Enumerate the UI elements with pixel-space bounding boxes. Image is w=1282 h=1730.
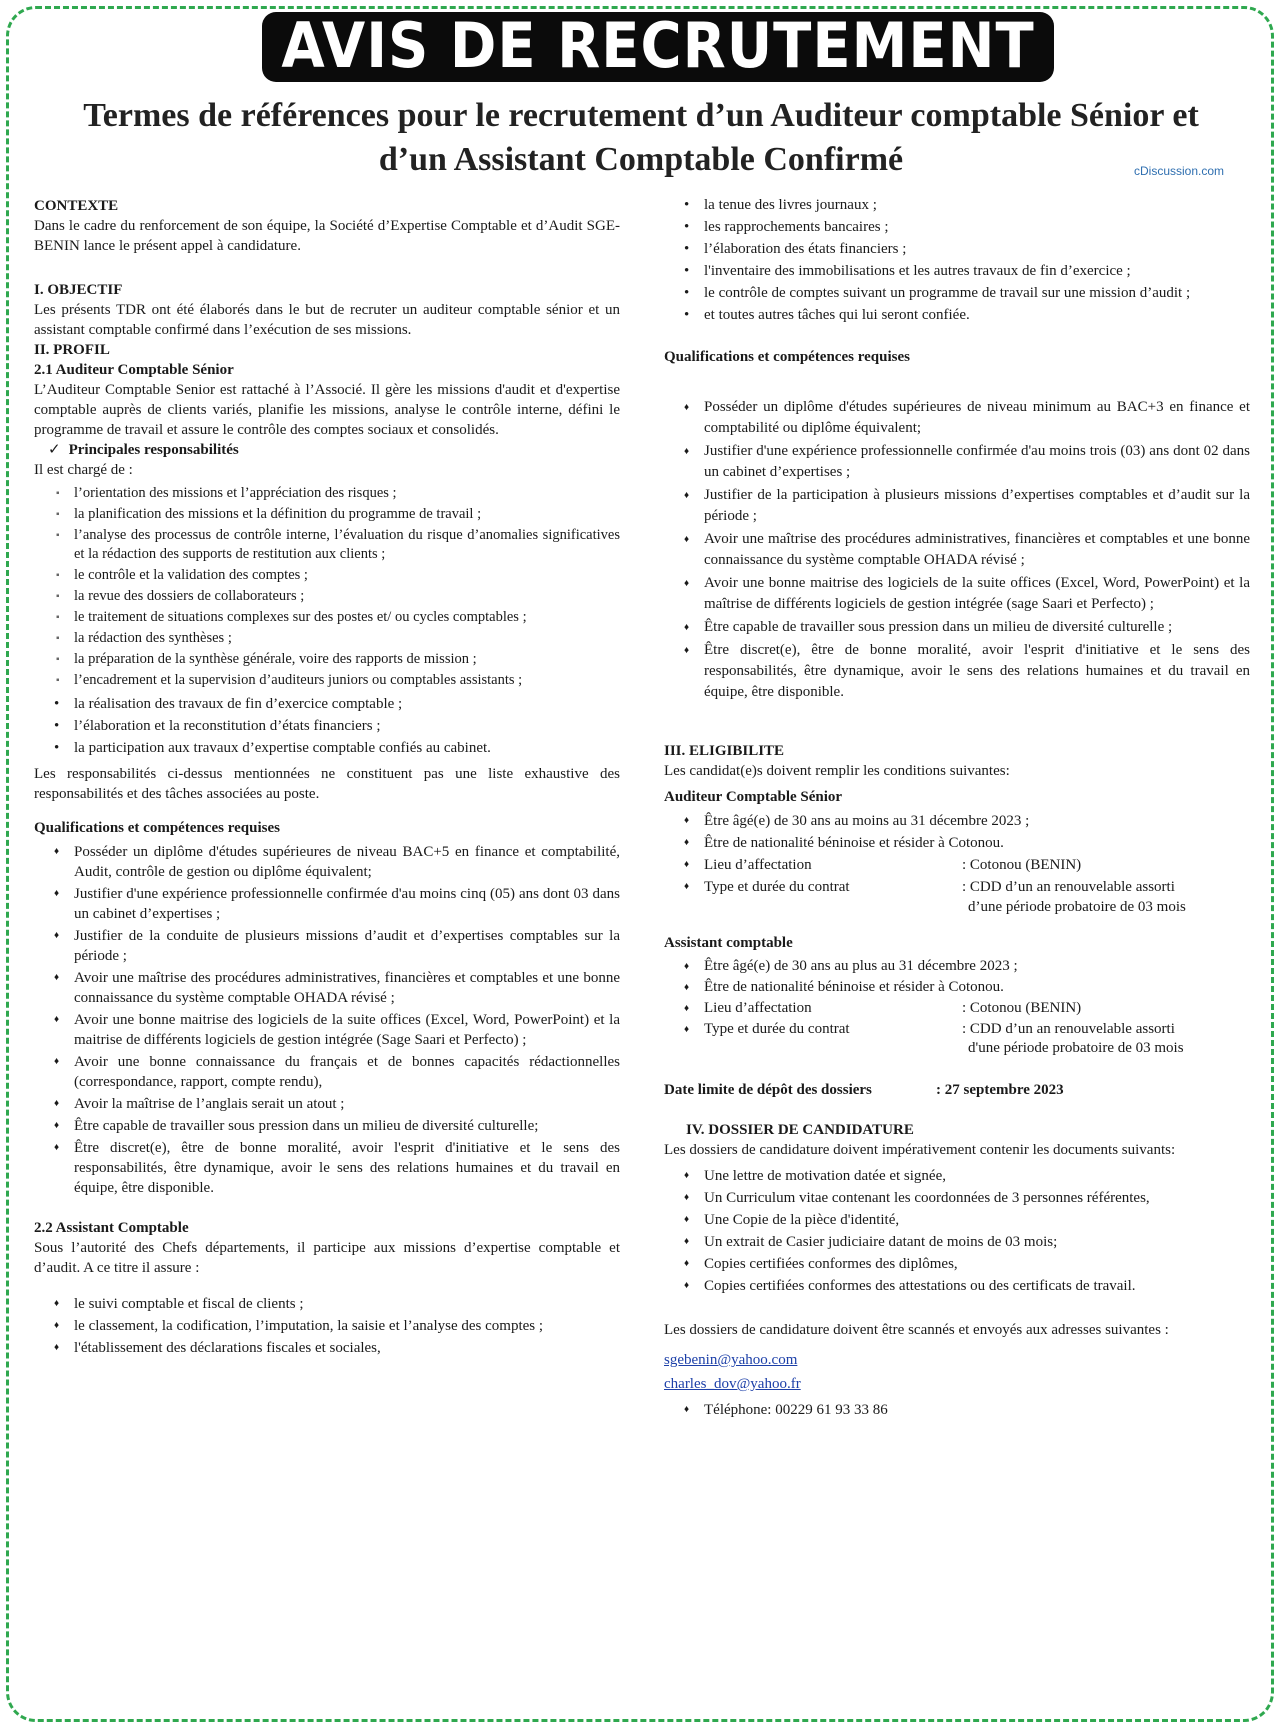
list-item: ♦ Être de nationalité béninoise et résider à Cotonou. <box>664 978 1250 997</box>
qualifications-heading-2: Qualifications et compétences requises <box>664 349 910 365</box>
list-item: • et toutes autres tâches qui lui seront confiée. <box>664 305 1250 325</box>
list-item: • l’élaboration des états financiers ; <box>664 239 1250 259</box>
assistant-text: Sous l’autorité des Chefs départements, il participe aux missions d’expertise comptable et d’audit. A ce titre il assure : <box>34 1240 620 1276</box>
assistant-list-cont <box>664 195 1250 325</box>
list-item: ▪ l’analyse des processus de contrôle interne, l’évaluation du risque d’anomalies significatives et la rédaction des supports de restitution aux clients ; <box>34 526 620 564</box>
list-item: ♦ Posséder un diplôme d'études supérieures de niveau BAC+5 en finance et comptabilité, Audit, contrôle de gestion ou diplôme équivalent; <box>34 842 620 882</box>
assistant-conditions <box>664 957 1250 1058</box>
list-item: ♦ Type et durée du contrat : CDD d’un an renouvelable assorti d’une période probatoire de 03 mois <box>664 877 1250 917</box>
list-item: ▪ l’encadrement et la supervision d’auditeurs juniors ou comptables assistants ; <box>34 671 620 690</box>
list-item: ♦ Avoir une maîtrise des procédures administratives, financières et comptables et une bonne connaissance du système comptable OHADA révisé ; <box>34 968 620 1008</box>
responsabilites-label: Principales responsabilités <box>68 442 239 458</box>
list-item: • l’élaboration et la reconstitution d’états financiers ; <box>34 716 620 736</box>
eligibilite-heading: III. ELIGIBILITE <box>664 743 785 759</box>
title-line-1: Termes de références pour le recrutement d’un Auditeur comptable Sénior et <box>83 97 1199 134</box>
banner <box>262 12 1054 82</box>
list-item: ♦ Justifier de la participation à plusieurs missions d’expertises comptables et d’audit sur la période ; <box>664 485 1250 527</box>
dossier-list <box>664 1166 1250 1296</box>
list-item: ♦ Avoir une bonne maitrise des logiciels de la suite offices (Excel, Word, PowerPoint) et la maitrise de différents logiciels de gestion intégrée (Sage Saari et Perfecto) ; <box>34 1010 620 1050</box>
charge-text: Il est chargé de : <box>34 462 133 478</box>
list-item: ▪ la rédaction des synthèses ; <box>34 629 620 648</box>
list-item: ▪ l’orientation des missions et l’appréciation des risques ; <box>34 484 620 503</box>
page-title <box>40 94 1242 182</box>
list-item: ♦ Type et durée du contrat : CDD d’un an renouvelable assorti d'une période probatoire de 03 mois <box>664 1020 1250 1058</box>
list-item: ♦ Posséder un diplôme d'études supérieures de niveau minimum au BAC+3 en finance et comptabilité ou diplôme équivalent; <box>664 397 1250 439</box>
list-item: ♦ le classement, la codification, l’imputation, la saisie et l’analyse des comptes ; <box>34 1316 620 1336</box>
resp-list <box>34 484 620 690</box>
contexte-text: Dans le cadre du renforcement de son équipe, la Société d’Expertise Comptable et d’Audit SGE-BENIN lance le présent appel à candidature. <box>34 218 620 254</box>
list-item: • la tenue des livres journaux ; <box>664 195 1250 215</box>
list-item: • la participation aux travaux d’expertise comptable confiés au cabinet. <box>34 738 620 758</box>
left-column <box>34 196 620 1362</box>
dossier-text: Les dossiers de candidature doivent impérativement contenir les documents suivants: <box>664 1142 1176 1158</box>
list-item: ▪ la planification des missions et la définition du programme de travail ; <box>34 505 620 524</box>
list-item: ♦ Être discret(e), être de bonne moralité, avoir l'esprit d'initiative et le sens des responsabilités, être dynamique, avoir le sens des relations humaines et du travail en équipe, être disponible. <box>664 640 1250 703</box>
qual-list-2 <box>664 397 1250 703</box>
list-item: ▪ la revue des dossiers de collaborateurs ; <box>34 587 620 606</box>
responsabilites-heading <box>34 440 620 460</box>
list-item: ♦ Être âgé(e) de 30 ans au moins au 31 décembre 2023 ; <box>664 811 1250 831</box>
list-item: ♦ Lieu d’affectation : Cotonou (BENIN) <box>664 855 1250 875</box>
list-item: ▪ le contrôle et la validation des comptes ; <box>34 566 620 585</box>
assistant-list <box>34 1294 620 1358</box>
auditeur-text: L’Auditeur Comptable Senior est rattaché à l’Associé. Il gère les missions d'audit et d'expertise comptable auprès de clients variés, planifie les missions, analyse le contrôle interne, défini le programme de travail et assure le contrôle des comptes sociaux et consolidés. <box>34 382 620 438</box>
list-item: ♦ Un Curriculum vitae contenant les coordonnées de 3 personnes référentes, <box>664 1188 1250 1208</box>
assistant-heading: 2.2 Assistant Comptable <box>34 1220 189 1236</box>
list-item: ♦ Être de nationalité béninoise et résider à Cotonou. <box>664 833 1250 853</box>
date-limite: Date limite de dépôt des dossiers : 27 septembre 2023 <box>664 1082 1064 1098</box>
auditeur-conditions <box>664 811 1250 917</box>
list-item: ♦ Être âgé(e) de 30 ans au plus au 31 décembre 2023 ; <box>664 957 1250 976</box>
list-item: ♦ Une lettre de motivation datée et signée, <box>664 1166 1250 1186</box>
email-link-2[interactable]: charles_dov@yahoo.fr <box>664 1376 801 1392</box>
banner-text: AVIS DE RECRUTEMENT <box>281 10 1035 83</box>
list-item: ♦ Avoir la maîtrise de l’anglais serait un atout ; <box>34 1094 620 1114</box>
contexte-heading: CONTEXTE <box>34 198 119 214</box>
list-item: ♦ Lieu d’affectation : Cotonou (BENIN) <box>664 999 1250 1018</box>
auditeur-eligibility-heading: Auditeur Comptable Sénior <box>664 789 843 805</box>
list-item: ♦ Être discret(e), être de bonne moralité, avoir l'esprit d'initiative et le sens des responsabilités, être dynamique, avoir le sens des relations humaines et du travail en équipe, être disponible. <box>34 1138 620 1198</box>
dossier-heading: IV. DOSSIER DE CANDIDATURE <box>686 1122 914 1138</box>
assistant-eligibility-heading: Assistant comptable <box>664 935 793 951</box>
qual-list <box>34 842 620 1198</box>
auditeur-heading: 2.1 Auditeur Comptable Sénior <box>34 362 234 378</box>
right-column <box>664 195 1250 1424</box>
objectif-text: Les présents TDR ont été élaborés dans le but de recruter un auditeur comptable sénior et un assistant comptable confirmé dans l’exécution de ses missions. <box>34 302 620 338</box>
list-item: • les rapprochements bancaires ; <box>664 217 1250 237</box>
check-icon: ✓ <box>48 442 61 458</box>
list-item: ♦ Avoir une bonne maitrise des logiciels de la suite offices (Excel, Word, PowerPoint) et la maîtrise de différents logiciels de gestion intégrée (sage Saari et Perfecto) ; <box>664 573 1250 615</box>
list-item: ♦ Une Copie de la pièce d'identité, <box>664 1210 1250 1230</box>
list-item: ♦ Justifier d'une expérience professionnelle confirmée d'au moins cinq (05) ans dont 03 dans un cabinet d’expertises ; <box>34 884 620 924</box>
list-item: ♦ Un extrait de Casier judiciaire datant de moins de 03 mois; <box>664 1232 1250 1252</box>
watermark: cDiscussion.com <box>1134 164 1225 178</box>
profil-heading: II. PROFIL <box>34 342 110 358</box>
list-item: ♦ le suivi comptable et fiscal de clients ; <box>34 1294 620 1314</box>
phone-list <box>664 1400 1250 1420</box>
list-item: ♦ Être capable de travailler sous pression dans un milieu de diversité culturelle ; <box>664 617 1250 638</box>
resp-note: Les responsabilités ci-dessus mentionnées ne constituent pas une liste exhaustive des responsabilités et des tâches associées au poste. <box>34 766 620 802</box>
list-item: ♦ Avoir une maîtrise des procédures administratives, financières et comptables et une bonne connaissance du système comptable OHADA révisé ; <box>664 529 1250 571</box>
title-line-2: d’un Assistant Comptable Confirmé <box>378 141 904 178</box>
qualifications-heading: Qualifications et compétences requises <box>34 820 280 836</box>
objectif-heading: I. OBJECTIF <box>34 282 123 298</box>
phone-text: ♦ Téléphone: 00229 61 93 33 86 <box>664 1400 1250 1420</box>
list-item: • la réalisation des travaux de fin d’exercice comptable ; <box>34 694 620 714</box>
list-item: ♦ l'établissement des déclarations fiscales et sociales, <box>34 1338 620 1358</box>
list-item: ♦ Avoir une bonne connaissance du français et de bonnes capacités rédactionnelles (correspondance, rapport, compte rendu), <box>34 1052 620 1092</box>
resp-list-2 <box>34 694 620 758</box>
list-item: ♦ Copies certifiées conformes des attestations ou des certificats de travail. <box>664 1276 1250 1296</box>
list-item: ▪ la préparation de la synthèse générale, voire des rapports de mission ; <box>34 650 620 669</box>
list-item: • l'inventaire des immobilisations et les autres travaux de fin d’exercice ; <box>664 261 1250 281</box>
list-item: ♦ Justifier d'une expérience professionnelle confirmée d'au moins trois (03) ans dont 02 dans un cabinet d’expertises ; <box>664 441 1250 483</box>
list-item: ♦ Copies certifiées conformes des diplômes, <box>664 1254 1250 1274</box>
email-link-1[interactable]: sgebenin@yahoo.com <box>664 1352 798 1368</box>
eligibilite-text: Les candidat(e)s doivent remplir les conditions suivantes: <box>664 763 1010 779</box>
list-item: ▪ le traitement de situations complexes sur des postes et/ ou cycles comptables ; <box>34 608 620 627</box>
list-item: • le contrôle de comptes suivant un programme de travail sur une mission d’audit ; <box>664 283 1250 303</box>
list-item: ♦ Être capable de travailler sous pression dans un milieu de diversité culturelle; <box>34 1116 620 1136</box>
list-item: ♦ Justifier de la conduite de plusieurs missions d’audit et d’expertises comptables sur la période ; <box>34 926 620 966</box>
send-text: Les dossiers de candidature doivent être scannés et envoyés aux adresses suivantes : <box>664 1322 1169 1338</box>
